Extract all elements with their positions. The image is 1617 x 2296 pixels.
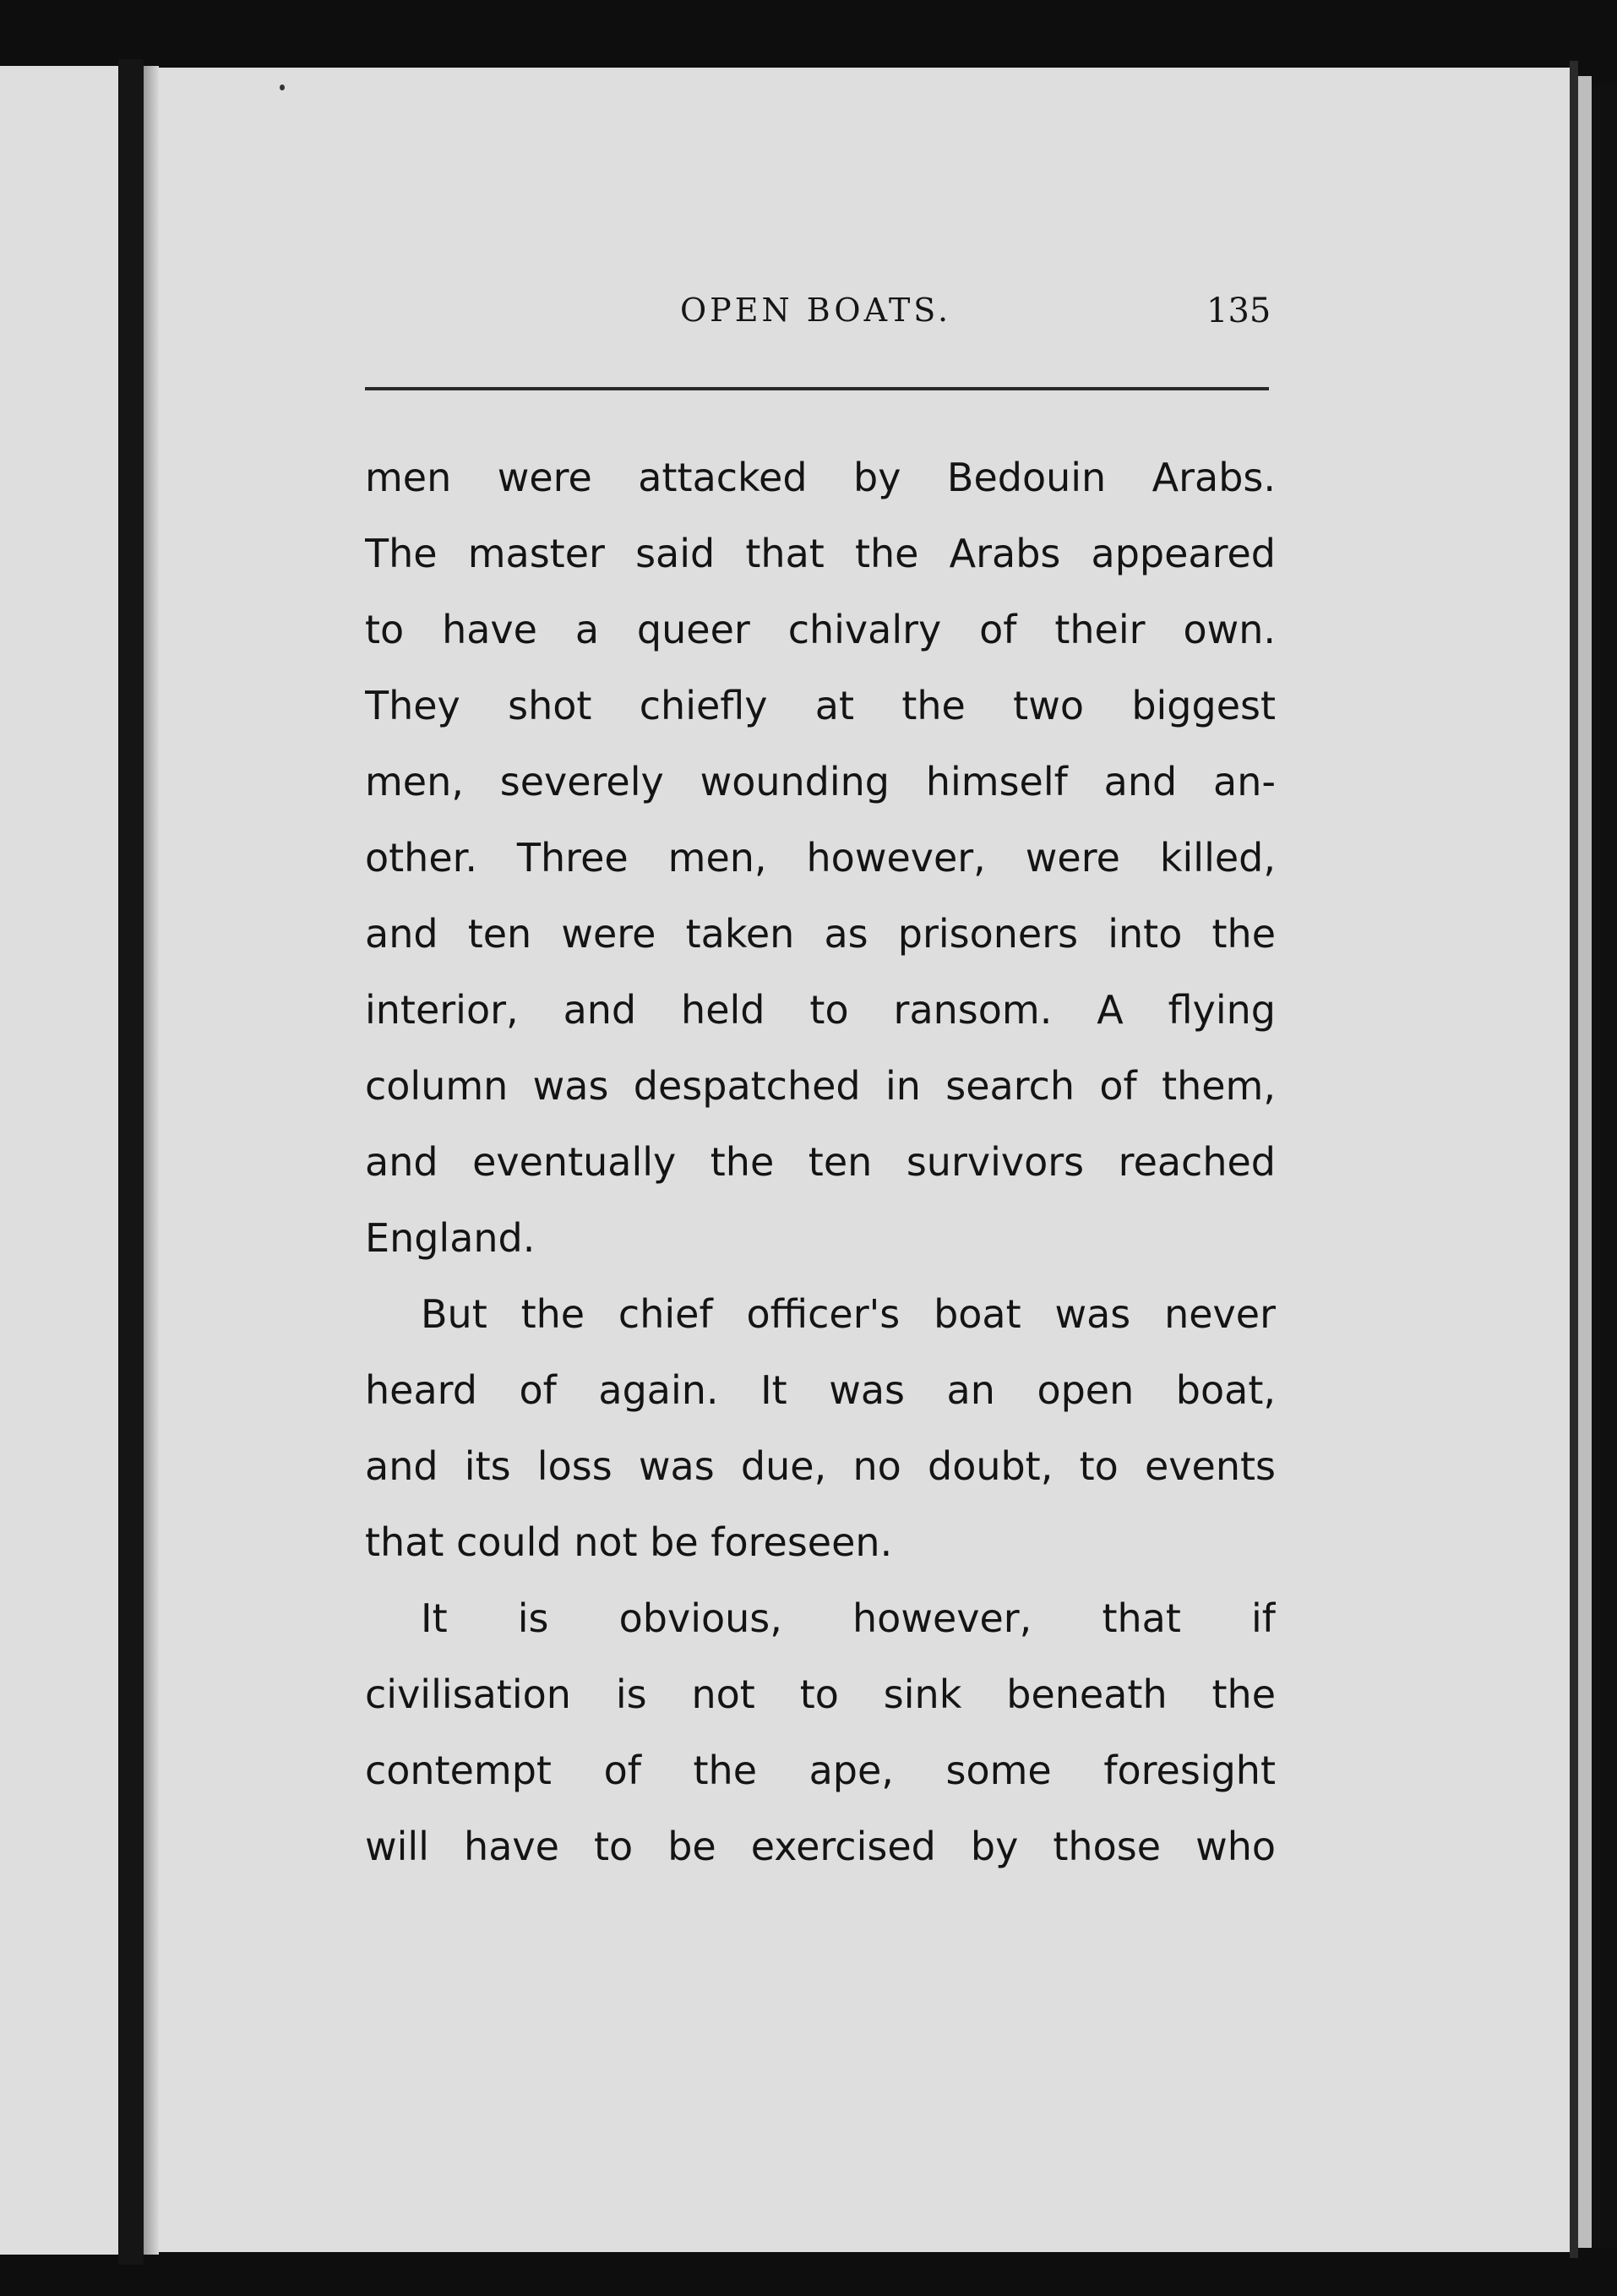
text-line: and eventually the ten survivors reached bbox=[365, 1139, 1276, 1185]
text-line: contempt of the ape, some foresight bbox=[365, 1748, 1276, 1793]
text-line: to have a queer chivalry of their own. bbox=[365, 607, 1276, 652]
text-line: interior, and held to ransom. A flying bbox=[365, 987, 1276, 1033]
text-line: England. bbox=[365, 1215, 536, 1261]
text-line: They shot chiefly at the two biggest bbox=[365, 683, 1276, 728]
left-page-edge bbox=[0, 66, 118, 2255]
text-line: men were attacked by Bedouin Arabs. bbox=[365, 455, 1276, 500]
text-line: But the chief officer's boat was never bbox=[421, 1291, 1276, 1337]
right-page-stack bbox=[1578, 76, 1592, 2248]
text-line: that could not be foreseen. bbox=[365, 1519, 893, 1565]
text-line: column was despatched in search of them, bbox=[365, 1063, 1276, 1109]
text-line: It is obvious, however, that if bbox=[421, 1595, 1276, 1641]
text-line: The master said that the Arabs appeared bbox=[365, 531, 1276, 576]
speck-mark bbox=[280, 85, 285, 90]
binding-shadow bbox=[144, 66, 159, 2255]
body-text bbox=[365, 439, 1276, 1884]
scan-border bbox=[1592, 85, 1617, 2248]
text-line: other. Three men, however, were killed, bbox=[365, 835, 1276, 881]
text-line: heard of again. It was an open boat, bbox=[365, 1367, 1276, 1413]
text-line: and ten were taken as prisoners into the bbox=[365, 911, 1276, 957]
page-number: 135 bbox=[1206, 292, 1271, 330]
text-line: and its loss was due, no doubt, to events bbox=[365, 1443, 1276, 1489]
running-head: OPEN BOATS. bbox=[680, 292, 952, 329]
text-line: men, severely wounding himself and an- bbox=[365, 759, 1276, 804]
text-line: will have to be exercised by those who bbox=[365, 1824, 1276, 1869]
right-page-edge bbox=[1570, 61, 1578, 2258]
book-binding bbox=[118, 59, 144, 2265]
header-rule bbox=[365, 387, 1269, 390]
text-line: civilisation is not to sink beneath the bbox=[365, 1672, 1276, 1717]
